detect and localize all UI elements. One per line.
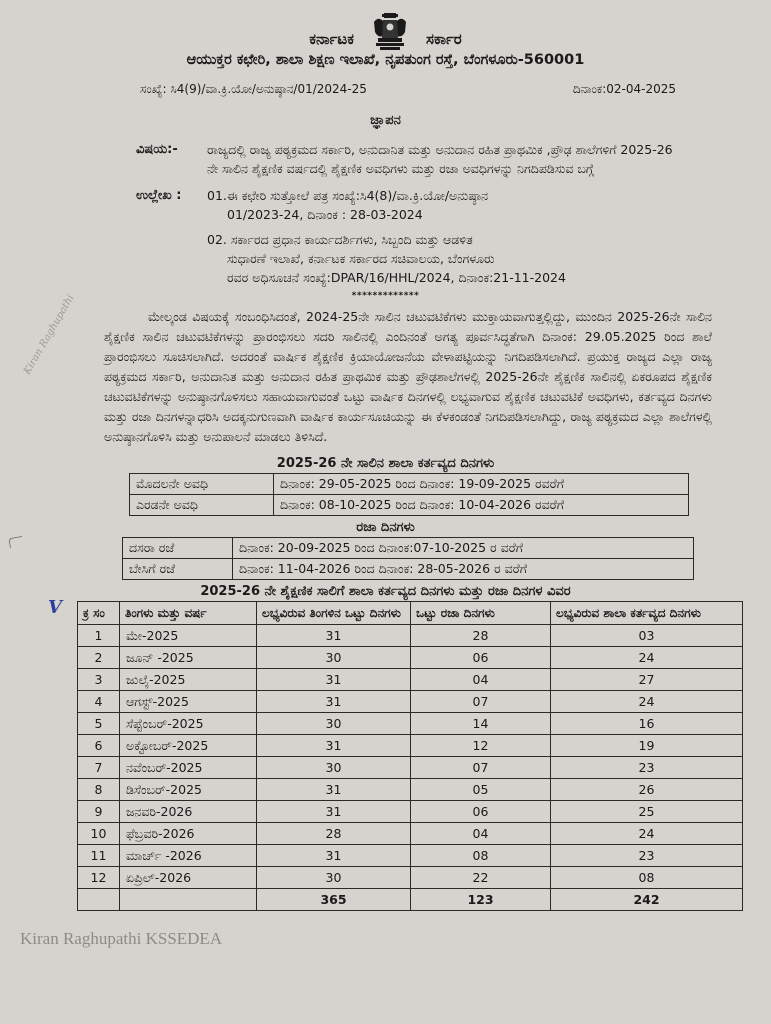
month-year: ಮೇ-2025 (120, 625, 257, 647)
holidays-count: 04 (411, 823, 551, 845)
table-row (78, 691, 743, 713)
monthly-table-wrap (48, 597, 743, 911)
total-days: 31 (257, 801, 411, 823)
term-name: ಎರಡನೇ ಅವಧಿ (130, 495, 274, 516)
month-year: ಜುಲೈ-2025 (120, 669, 257, 691)
month-year: ಆಗಸ್ಟ್-2025 (120, 691, 257, 713)
total-days: 31 (257, 669, 411, 691)
serial-no: 6 (78, 735, 120, 757)
holidays-count: 14 (411, 713, 551, 735)
table-row (78, 757, 743, 779)
table-row (123, 559, 694, 580)
serial-no: 3 (78, 669, 120, 691)
serial-no: 9 (78, 801, 120, 823)
reference-item-1 (207, 186, 681, 224)
references-label: ಉಲ್ಲೇಖ : (136, 188, 182, 203)
serial-no: 1 (78, 625, 120, 647)
holidays-count: 12 (411, 735, 551, 757)
working-days: 25 (551, 801, 743, 823)
duty-days-title: 2025-26 ನೇ ಸಾಲಿನ ಶಾಲಾ ಕರ್ತವ್ಯದ ದಿನಗಳು (276, 456, 495, 471)
serial-no: 2 (78, 647, 120, 669)
footer-watermark: Kiran Raghupathi KSSEDEA (20, 929, 223, 948)
subject-block (136, 140, 681, 178)
separator: ************* (351, 291, 420, 301)
term-name: ಮೊದಲನೇ ಅವಧಿ (130, 474, 274, 495)
working-days: 19 (551, 735, 743, 757)
table-row (78, 713, 743, 735)
office-address: ಆಯುಕ್ತರ ಕಛೇರಿ, ಶಾಲಾ ಶಿಕ್ಷಣ ಇಲಾಖೆ, ನೃಪತುಂಗ ರಸ್ತೆ, ಬೆಂಗಳೂರು-560001 (186, 52, 585, 68)
holidays-title: ರಜಾ ದಿನಗಳು (356, 520, 415, 535)
serial-no: 10 (78, 823, 120, 845)
totals-row (78, 889, 743, 911)
total-days: 30 (257, 757, 411, 779)
total-days: 28 (257, 823, 411, 845)
body-section (22, 293, 732, 447)
holiday-period: ದಿನಾಂಕ: 11-04-2026 ರಿಂದ ದಿನಾಂಕ: 28-05-2026 ರ ವರೆಗೆ (233, 559, 694, 580)
header-holidays: ಒಟ್ಟು ರಜಾ ದಿನಗಳು (411, 602, 551, 625)
total-days: 31 (257, 691, 411, 713)
reference-2-line-2: ಸುಧಾರಣೆ ಇಲಾಖೆ, ಕರ್ನಾಟಕ ಸರ್ಕಾರದ ಸಚಿವಾಲಯ, ಬೆಂಗಳೂರು (227, 251, 495, 266)
working-days: 24 (551, 647, 743, 669)
table-row (78, 647, 743, 669)
monthly-table-title: 2025-26 ನೇ ಶೈಕ್ಷಣಿಕ ಸಾಲಿಗೆ ಶಾಲಾ ಕರ್ತವ್ಯದ ದಿನಗಳು ಮತ್ತು ರಜಾ ದಿನಗಳ ವಿವರ (200, 584, 571, 599)
references-block (136, 186, 681, 287)
subject-text: ರಾಜ್ಯದಲ್ಲಿ ರಾಜ್ಯ ಪಠ್ಯಕ್ರಮದ ಸರ್ಕಾರಿ, ಅನುದಾನಿತ ಮತ್ತು ಅನುದಾನ ರಹಿತ ಪ್ರಾಥಮಿಕ ,ಪ್ರೌಢ ಶಾಲೆಗಳಿಗೆ 2025-26 ನೇ ಸಾಲಿನ ಶೈಕ್ಷಣಿಕ ವರ್ಷದಲ್ಲಿ ಶೈಕ್ಷಣಿಕ ಅವಧಿಗಳು ಮತ್ತು ರಜಾ ಅವಧಿಗಳನ್ನು ನಿಗದಿಪಡಿಸುವ ಬಗ್ಗೆ (207, 142, 673, 176)
holidays-count: 08 (411, 845, 551, 867)
holiday-period: ದಿನಾಂಕ: 20-09-2025 ರಿಂದ ದಿನಾಂಕ:07-10-2025 ರ ವರೆಗೆ (233, 538, 694, 559)
holidays-count: 28 (411, 625, 551, 647)
table-row (78, 779, 743, 801)
serial-no: 12 (78, 867, 120, 889)
working-days: 03 (551, 625, 743, 647)
total-working-days-sum: 242 (551, 889, 743, 911)
month-year: ಏಪ್ರಿಲ್-2026 (120, 867, 257, 889)
reference-item-2 (207, 230, 681, 287)
holidays-count: 07 (411, 757, 551, 779)
notification-title: ಜ್ಞಾಪನ (370, 113, 401, 128)
table-row (78, 669, 743, 691)
diagonal-watermark: Kiran Raghupathi (22, 293, 77, 377)
total-days: 31 (257, 845, 411, 867)
month-year: ಜೂನ್ -2025 (120, 647, 257, 669)
table-row (78, 801, 743, 823)
table-row (78, 867, 743, 889)
month-year: ಅಕ್ಟೋಬರ್-2025 (120, 735, 257, 757)
holidays-count: 04 (411, 669, 551, 691)
table-row (78, 625, 743, 647)
gov-name-left: ಕರ್ನಾಟಕ (309, 30, 354, 48)
subject-label: ವಿಷಯ:- (136, 142, 178, 157)
body-paragraph: ಮೇಲ್ಕಂಡ ವಿಷಯಕ್ಕೆ ಸಂಬಂಧಿಸಿದಂತೆ, 2024-25ನೇ ಸಾಲಿನ ಚಟುವಟಿಕೆಗಳು ಮುಕ್ತಾಯವಾಗುತ್ತಲ್ಲಿದ್ದು, ಮುಂದಿನ 2025-26ನೇ ಸಾಲಿನ ಶೈಕ್ಷಣಿಕ ಸಾಲಿನ ಚಟುವಟಿಕೆಗಳನ್ನು ಪ್ರಾರಂಭಿಸಲು ಸದರಿ ಸಾಲಿನಲ್ಲಿ ಎಂದಿನಂತೆ ಅಗತ್ಯ ಪೂರ್ವಸಿದ್ಧತೆಗಾಗಿ ದಿನಾಂಕ: 29.05.2025 ರಿಂದ ಶಾಲೆ ಪ್ರಾರಂಭಿಸಲು ಸೂಚಿಸಲಾಗಿದೆ. ಅದರಂತೆ ವಾರ್ಷಿಕ ಶೈಕ್ಷಣಿಕ ಕ್ರಿಯಾಯೋಜನೆಯ ವೇಳಾಪಟ್ಟಿಯನ್ನು ನಿಗದಿಪಡಿಸಲಾಗಿದೆ. ಪ್ರಯುಕ್ತ ರಾಜ್ಯದ ಎಲ್ಲಾ ರಾಜ್ಯ ಪಠ್ಯಕ್ರಮದ ಸರ್ಕಾರಿ, ಅನುದಾನಿತ ಮತ್ತು ಅನುದಾನ ರಹಿತ ಪ್ರಾಥಮಿಕ ಮತ್ತು ಪ್ರೌಢಶಾಲೆಗಳಲ್ಲಿ 2025-26ನೇ ಶೈಕ್ಷಣಿಕ ಸಾಲಿನಲ್ಲಿ ಏಕರೂಪದ ಶೈಕ್ಷಣಿಕ ಚಟುವಟಿಕೆಗಳನ್ನು ಅನುಷ್ಠಾನಗೊಳಿಸಲು ಸಹಾಯವಾಗುವಂತೆ ಒಟ್ಟು ವಾರ್ಷಿಕ ದಿನಗಳಲ್ಲಿ ಲಭ್ಯವಾಗುವ ಶೈಕ್ಷಣಿಕ ಚಟುವಟಿಕೆ ಅವಧಿಗಳು, ಕರ್ತವ್ಯದ ದಿನಗಳು ಮತ್ತು ರಜಾ ದಿನಗಳನ್ನಾಧರಿಸಿ ಅದಕ್ಕನುಗುಣವಾಗಿ ವಾರ್ಷಿಕ ಕಾರ್ಯಸೂಚಿಯನ್ನು ಈ ಕೆಳಕಂಡಂತೆ ನಿಗದಿಪಡಿಸಲಾಗಿದ್ದು, ರಾಜ್ಯ ಪಠ್ಯಕ್ರಮದ ಎಲ್ಲಾ ಶಾಲೆಗಳಲ್ಲಿ ಅನುಷ್ಠಾನಗೊಳಿಸಿ ಮತ್ತು ಅನುಪಾಲನೆ ಮಾಡಲು ತಿಳಿಸಿದೆ. (104, 309, 712, 444)
holiday-name: ಬೇಸಿಗೆ ರಜೆ (123, 559, 233, 580)
total-days: 30 (257, 867, 411, 889)
serial-no: 5 (78, 713, 120, 735)
government-header (0, 14, 771, 48)
month-year: ಡಿಸೆಂಬರ್-2025 (120, 779, 257, 801)
table-header-row (78, 602, 743, 625)
working-days: 24 (551, 823, 743, 845)
header-month-year: ತಿಂಗಳು ಮತ್ತು ವರ್ಷ (120, 602, 257, 625)
serial-no: 7 (78, 757, 120, 779)
working-days: 26 (551, 779, 743, 801)
month-year: ಜನವರಿ-2026 (120, 801, 257, 823)
total-days: 31 (257, 625, 411, 647)
total-days: 30 (257, 647, 411, 669)
header-working-days: ಲಭ್ಯವಿರುವ ಶಾಲಾ ಕರ್ತವ್ಯದ ದಿನಗಳು (551, 602, 743, 625)
duty-days-table (129, 473, 689, 516)
table-row (130, 474, 689, 495)
table-row (78, 845, 743, 867)
reference-1-line-1: 01.ಈ ಕಛೇರಿ ಸುತ್ತೋಲೆ ಪತ್ರ ಸಂಖ್ಯೆ:ಸಿ4(8)/ವಾ.ಕ್ರಿ.ಯೋ/ಅನುಷ್ಠಾನ (207, 188, 489, 203)
month-year: ಮಾರ್ಚ್ -2026 (120, 845, 257, 867)
reference-number: ಸಂಖ್ಯೆ: ಸಿ4(9)/ವಾ.ಕ್ರಿ.ಯೋ/ಅನುಷ್ಠಾನ/01/2024-25 (140, 82, 367, 96)
table-row (130, 495, 689, 516)
totals-empty-month (120, 889, 257, 911)
pen-mark (8, 536, 24, 548)
holidays-count: 06 (411, 801, 551, 823)
month-year: ಫೆಬ್ರವರಿ-2026 (120, 823, 257, 845)
table-row (78, 823, 743, 845)
totals-empty-sn (78, 889, 120, 911)
table-row (78, 735, 743, 757)
state-emblem-icon (368, 12, 412, 52)
holidays-count: 05 (411, 779, 551, 801)
holidays-count: 07 (411, 691, 551, 713)
working-days: 23 (551, 757, 743, 779)
holidays-count: 06 (411, 647, 551, 669)
handwritten-tick-mark: V (48, 597, 62, 618)
table-body (78, 625, 743, 889)
holiday-name: ದಸರಾ ರಜೆ (123, 538, 233, 559)
gov-name-right: ಸರ್ಕಾರ (425, 30, 462, 48)
serial-no: 8 (78, 779, 120, 801)
holidays-table (122, 537, 694, 580)
document-date: ದಿನಾಂಕ:02-04-2025 (572, 82, 676, 96)
total-days-sum: 365 (257, 889, 411, 911)
references-list (207, 186, 681, 287)
month-year: ಸೆಪ್ಟೆಂಬರ್-2025 (120, 713, 257, 735)
month-year: ನವೆಂಬರ್-2025 (120, 757, 257, 779)
total-days: 31 (257, 779, 411, 801)
header-serial-no: ಕ್ರ ಸಂ (78, 602, 120, 625)
total-holidays-sum: 123 (411, 889, 551, 911)
term-period: ದಿನಾಂಕ: 08-10-2025 ರಿಂದ ದಿನಾಂಕ: 10-04-2026 ರವರೆಗೆ (274, 495, 689, 516)
serial-no: 4 (78, 691, 120, 713)
working-days: 16 (551, 713, 743, 735)
total-days: 31 (257, 735, 411, 757)
holidays-count: 22 (411, 867, 551, 889)
reference-2-line-1: 02. ಸರ್ಕಾರದ ಪ್ರಧಾನ ಕಾರ್ಯದರ್ಶಿಗಳು, ಸಿಬ್ಬಂದಿ ಮತ್ತು ಆಡಳಿತ (207, 232, 473, 247)
table-row (123, 538, 694, 559)
reference-row (140, 82, 676, 97)
working-days: 23 (551, 845, 743, 867)
working-days: 27 (551, 669, 743, 691)
reference-2-line-3: ರವರ ಅಧಿಸೂಚನೆ ಸಂಖ್ಯೆ:DPAR/16/HHL/2024, ದಿನಾಂಕ:21-11-2024 (227, 270, 566, 285)
term-period: ದಿನಾಂಕ: 29-05-2025 ರಿಂದ ದಿನಾಂಕ: 19-09-2025 ರವರೆಗೆ (274, 474, 689, 495)
working-days: 08 (551, 867, 743, 889)
working-days: 24 (551, 691, 743, 713)
header-total-days: ಲಭ್ಯವಿರುವ ತಿಂಗಳಿನ ಒಟ್ಟು ದಿನಗಳು (257, 602, 411, 625)
monthly-days-table (77, 601, 743, 911)
total-days: 30 (257, 713, 411, 735)
serial-no: 11 (78, 845, 120, 867)
reference-1-line-2: 01/2023-24, ದಿನಾಂಕ : 28-03-2024 (227, 207, 423, 222)
